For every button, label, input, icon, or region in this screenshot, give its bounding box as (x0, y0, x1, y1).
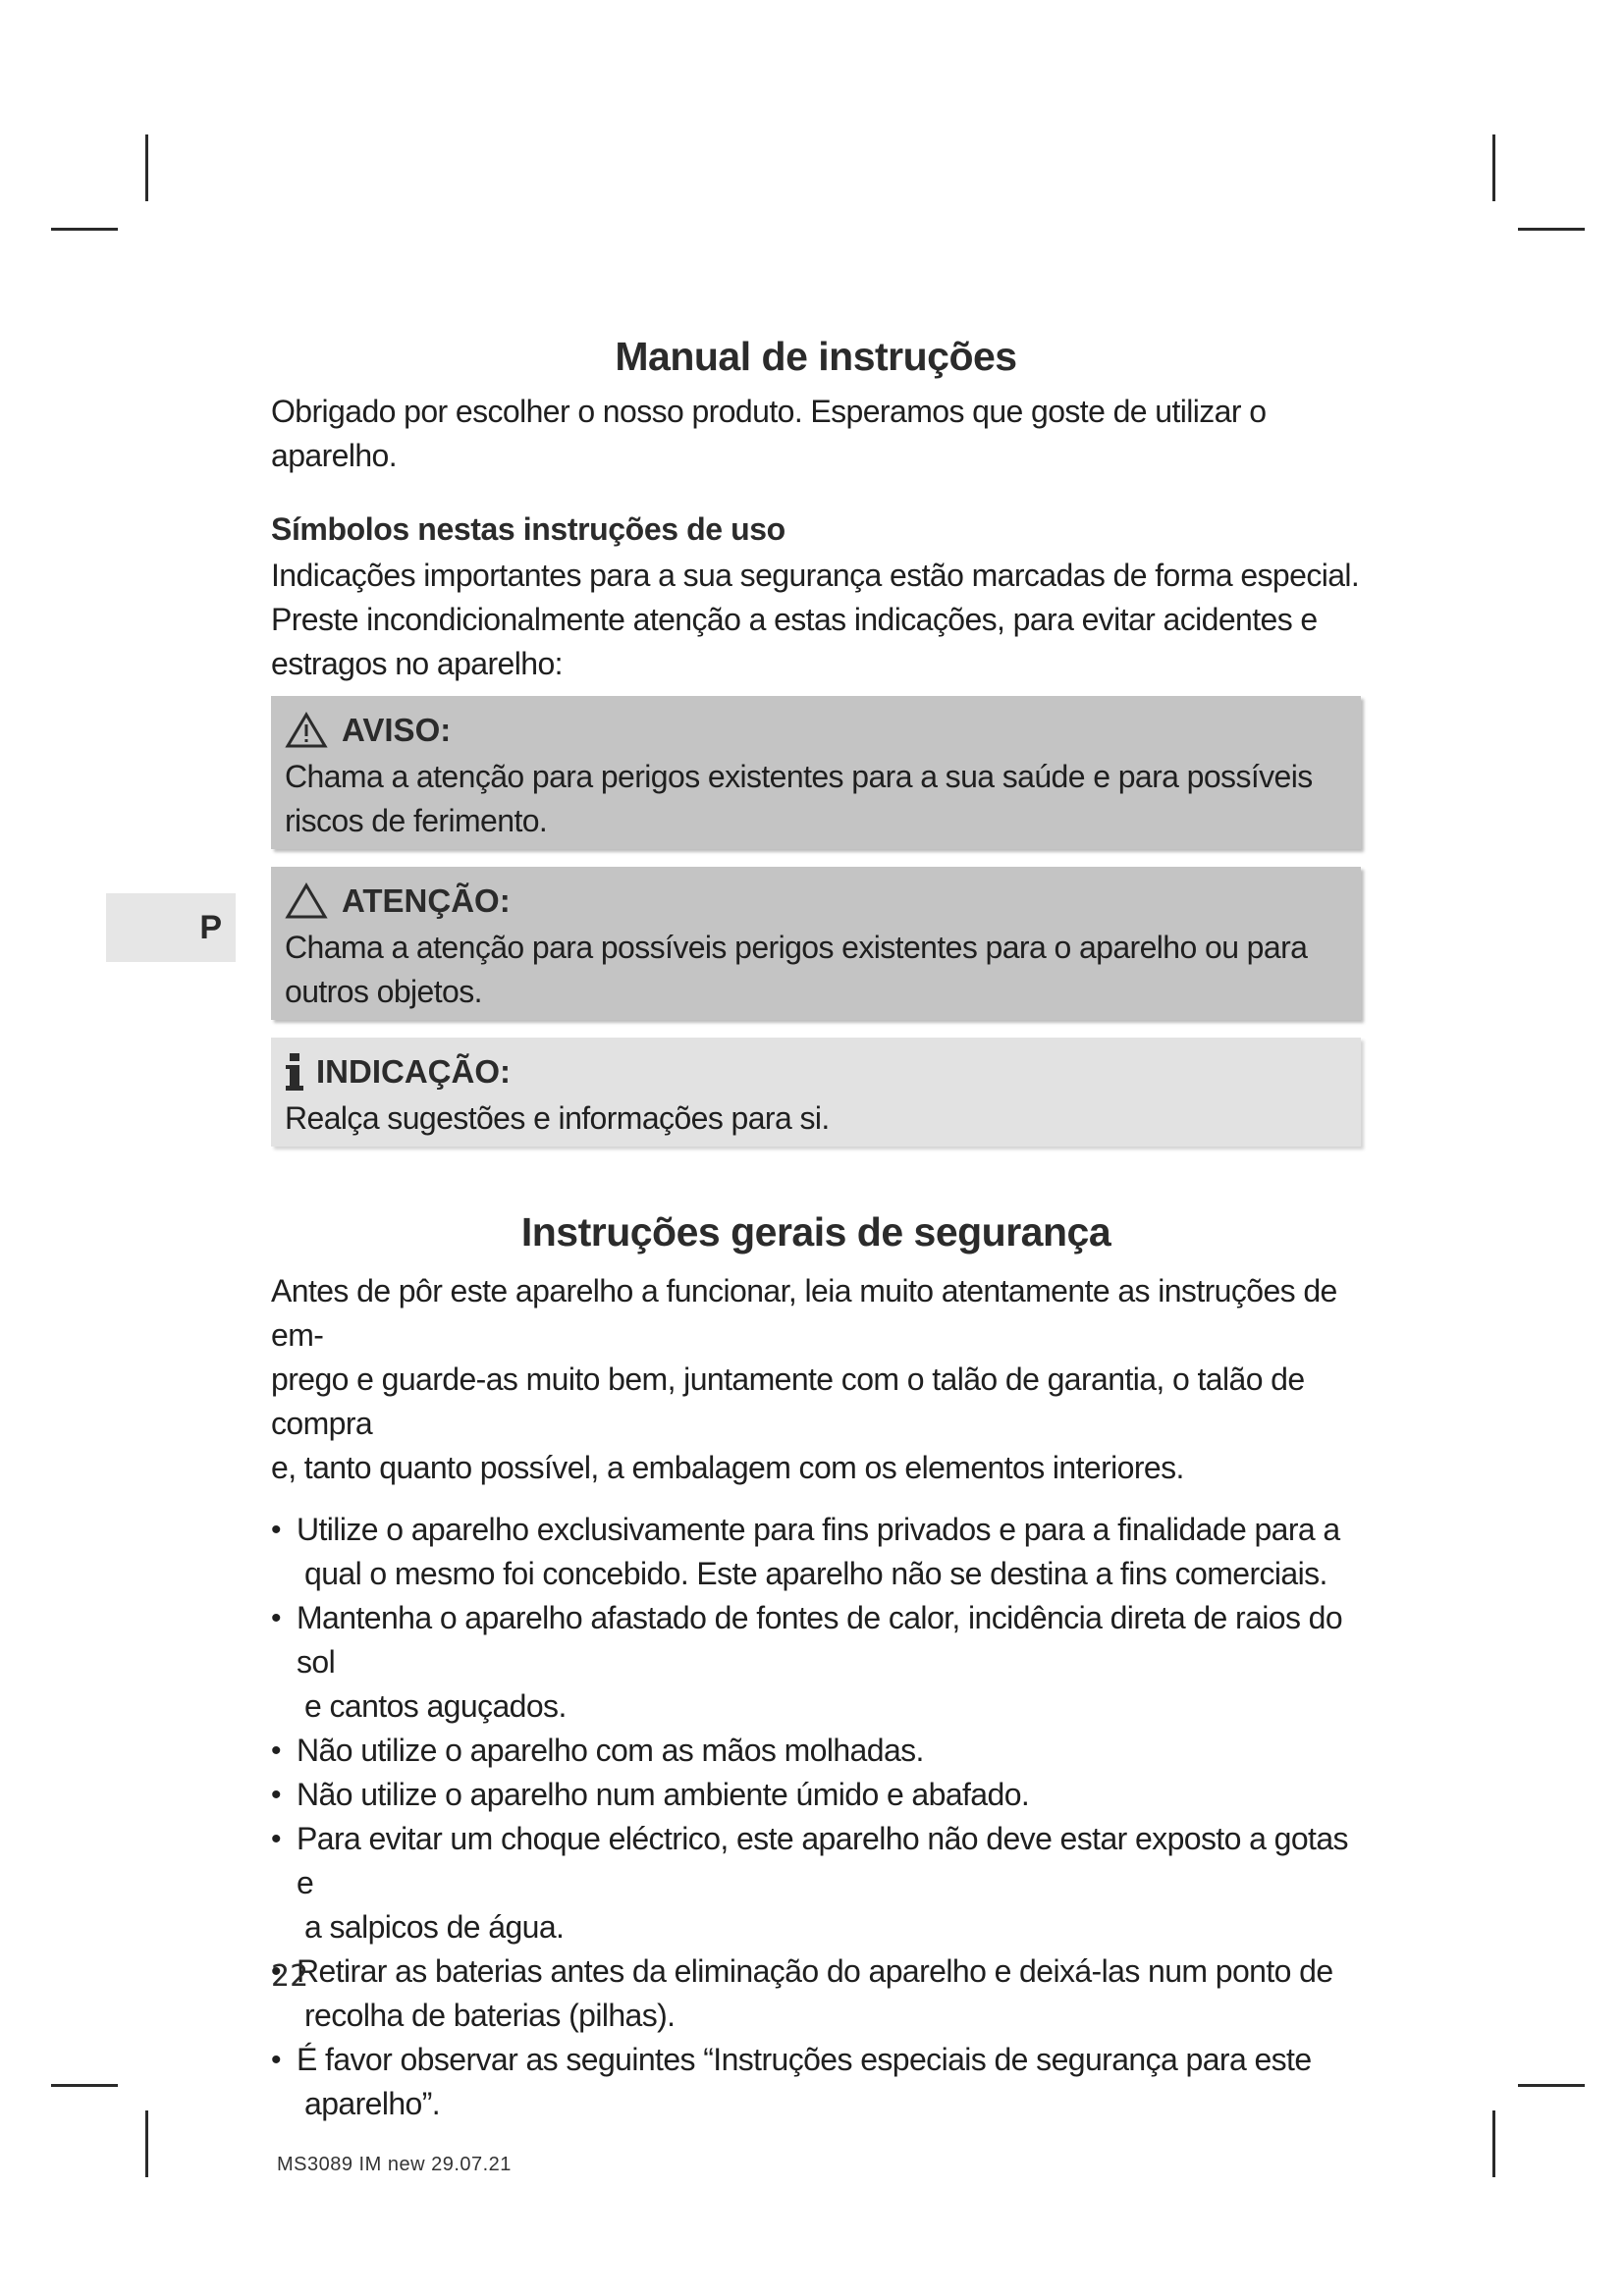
page-content (271, 334, 1361, 2126)
crop-mark-bottom-left-vertical (145, 2110, 148, 2177)
safety-intro-line: Antes de pôr este aparelho a funcionar, leia muito atentamente as instruções de em- (271, 1273, 1337, 1353)
crop-mark-bottom-left-horizontal (51, 2084, 118, 2087)
safety-title: Instruções gerais de segurança (520, 1209, 1111, 1255)
safety-item-line: qual o mesmo foi concebido. Este aparelho não se destina a fins comerciais. (304, 1556, 1327, 1591)
language-tab (106, 893, 236, 962)
safety-list-item (271, 1729, 1361, 1773)
safety-list (271, 1508, 1361, 2126)
warning-text (285, 755, 1347, 843)
page-number: 22 (271, 1959, 309, 1994)
attention-line: Chama a atenção para possíveis perigos existentes para o aparelho ou para (285, 930, 1308, 965)
note-line: Realça sugestões e informações para si. (285, 1100, 830, 1136)
safety-item-line: • Para evitar um choque eléctrico, este aparelho não deve estar exposto a gotas e (297, 1821, 1348, 1900)
note-box (271, 1038, 1361, 1147)
attention-line: outros objetos. (285, 974, 482, 1009)
safety-list-item (271, 1508, 1361, 1596)
safety-item-line: • Mantenha o aparelho afastado de fontes de calor, incidência direta de raios do sol (297, 1600, 1343, 1680)
safety-list-item (271, 1773, 1361, 1817)
safety-intro-line: e, tanto quanto possível, a embalagem com os elementos interiores. (271, 1450, 1184, 1485)
symbols-paragraph (271, 554, 1361, 686)
safety-item-line: • É favor observar as seguintes “Instruções especiais de segurança para este (297, 2042, 1312, 2077)
crop-mark-top-right-vertical (1492, 134, 1495, 201)
attention-triangle-icon (285, 882, 328, 920)
page-title: Manual de instruções (615, 334, 1017, 379)
safety-list-item (271, 1817, 1361, 1949)
safety-intro-line: prego e guarde-as muito bem, juntamente com o talão de garantia, o talão de compra (271, 1362, 1305, 1441)
crop-mark-top-right-horizontal (1518, 228, 1585, 231)
safety-item-line: a salpicos de água. (304, 1909, 565, 1945)
print-footer: MS3089 IM new 29.07.21 (277, 2154, 512, 2175)
safety-list-item (271, 1596, 1361, 1729)
safety-item-line: aparelho”. (304, 2086, 441, 2121)
crop-mark-top-left-vertical (145, 134, 148, 201)
crop-mark-top-left-horizontal (51, 228, 118, 231)
attention-label: ATENÇÃO: (342, 882, 511, 919)
attention-header (285, 877, 1347, 926)
crop-mark-bottom-right-horizontal (1518, 2084, 1585, 2087)
note-label: INDICAÇÃO: (316, 1053, 511, 1090)
safety-intro (271, 1269, 1361, 1490)
attention-box (271, 867, 1361, 1020)
warning-label: AVISO: (342, 712, 452, 748)
warning-header (285, 706, 1347, 755)
safety-item-line: • Não utilize o aparelho com as mãos molhadas. (297, 1733, 924, 1768)
safety-item-line: • Não utilize o aparelho num ambiente úmido e abafado. (297, 1777, 1030, 1812)
info-icon (285, 1052, 304, 1092)
crop-mark-bottom-right-vertical (1492, 2110, 1495, 2177)
symbols-line: estragos no aparelho: (271, 646, 563, 681)
safety-item-line: • Retirar as baterias antes da eliminação do aparelho e deixá-las num ponto de (297, 1953, 1333, 1989)
warning-line: Chama a atenção para perigos existentes para a sua saúde e para possíveis (285, 759, 1313, 794)
warning-line: riscos de ferimento. (285, 803, 548, 838)
attention-text (285, 926, 1347, 1014)
safety-item-line: • Utilize o aparelho exclusivamente para fins privados e para a finalidade para a (297, 1512, 1340, 1547)
warning-box (271, 696, 1361, 849)
note-text (285, 1096, 1347, 1141)
language-tab-label: P (199, 908, 222, 946)
symbols-line: Indicações importantes para a sua segurança estão marcadas de forma especial. (271, 558, 1360, 593)
symbols-heading: Símbolos nestas instruções de uso (271, 511, 785, 547)
warning-triangle-icon (285, 712, 328, 749)
safety-item-line: recolha de baterias (pilhas). (304, 1998, 676, 2033)
safety-item-line: e cantos aguçados. (304, 1688, 567, 1724)
safety-list-item (271, 2038, 1361, 2126)
safety-list-item (271, 1949, 1361, 2038)
intro-text: Obrigado por escolher o nosso produto. Esperamos que goste de utilizar o aparelho. (271, 394, 1267, 473)
symbols-line: Preste incondicionalmente atenção a estas indicações, para evitar acidentes e (271, 602, 1318, 637)
note-header (285, 1047, 1347, 1096)
